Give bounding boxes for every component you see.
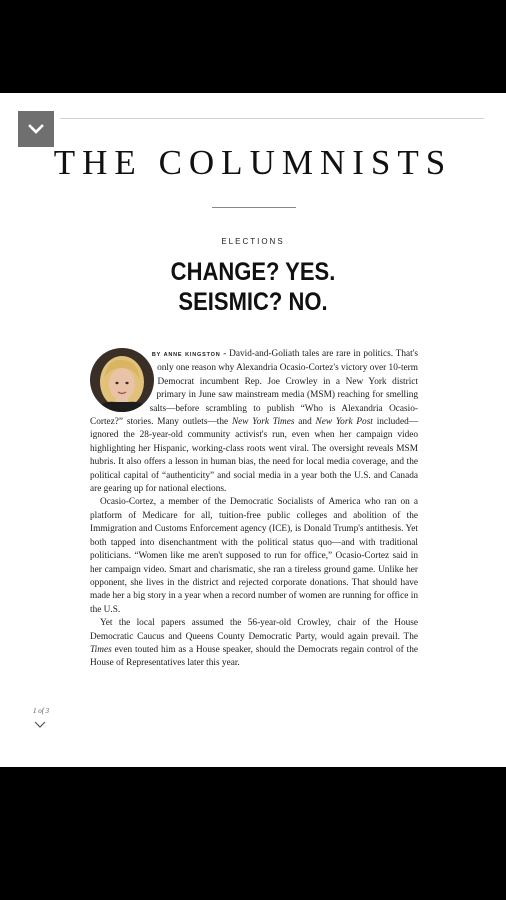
paragraph-3-lead: Yet the local papers assumed the 56-year-old Crowley, chair of the House Democratic Caucus and Queens County Democratic Party, would again prevail. The (90, 618, 418, 642)
title-divider (212, 207, 296, 208)
paragraph-1 (90, 348, 418, 496)
header-divider (60, 118, 484, 119)
conjunction: and (294, 417, 316, 428)
paragraph-3-rest: even touted him as a House speaker, should the Democrats regain control of the House of Representatives later this year. (90, 644, 418, 669)
paragraph-1-rest: included—ignored the 28-year-old community activist's run, even when her campaign video highlighting her Hispanic, working-class roots went viral. The oversight reveals MSM hubris. It also offers a lesson in human bias, the need for local media coverage, and the political capital of “authenticity” and social media in a year both the U.S. and Canada are gearing up for national elections. (90, 417, 419, 495)
paragraph-2: Ocasio-Cortez, a member of the Democratic Socialists of America who ran on a platform of Medicare for all, tuition-free public colleges and abolition of the Immigration and Customs Enforcement agency (ICE), is Donald Trump's antithesis. Yet both tapped into disenchantment with the political status quo—and with traditional politicians. “Women like me aren't supposed to run for office,” Ocasio-Cortez said in her campaign video. Smart and charismatic, she ran a tireless ground game. Unlike her opponent, she lives in the district and rejected corporate donations. That should have made her a big story in a year when a record number of women are running for office in the U.S. (90, 497, 418, 615)
photo-wrap-space (90, 348, 158, 414)
paragraph-1-lead: - David-and-Goliath tales are rare in politics. That's only one reason why Alexandria Ocasio-Cortez's victory over 10-term Democrat incumbent Rep. Joe Crowley in a New York district primary in June saw mainstream media (MSM) reaching for smelling salts—before scrambling to publish “Who is Alexandria Ocasio-Cortez?” stories. Many outlets—the (90, 349, 418, 428)
article-kicker: ELECTIONS (221, 237, 285, 246)
byline: BY ANNE KINGSTON (151, 352, 221, 358)
collapse-button[interactable] (18, 111, 54, 147)
article-page (0, 93, 506, 767)
publication-name: New York Times (231, 417, 295, 428)
headline-line-1: CHANGE? YES. (170, 258, 336, 286)
chevron-down-icon[interactable] (34, 721, 46, 729)
page-indicator: 1 of 3 (33, 707, 49, 715)
publication-name: New York Post (315, 417, 373, 428)
article-body (90, 348, 418, 671)
chevron-down-icon (26, 119, 46, 139)
publication-name: Times (90, 644, 112, 655)
section-title: THE COLUMNISTS (53, 143, 453, 182)
headline-line-2: SEISMIC? NO. (178, 288, 328, 316)
article-headline (30, 257, 475, 317)
paragraph-3 (90, 617, 418, 671)
